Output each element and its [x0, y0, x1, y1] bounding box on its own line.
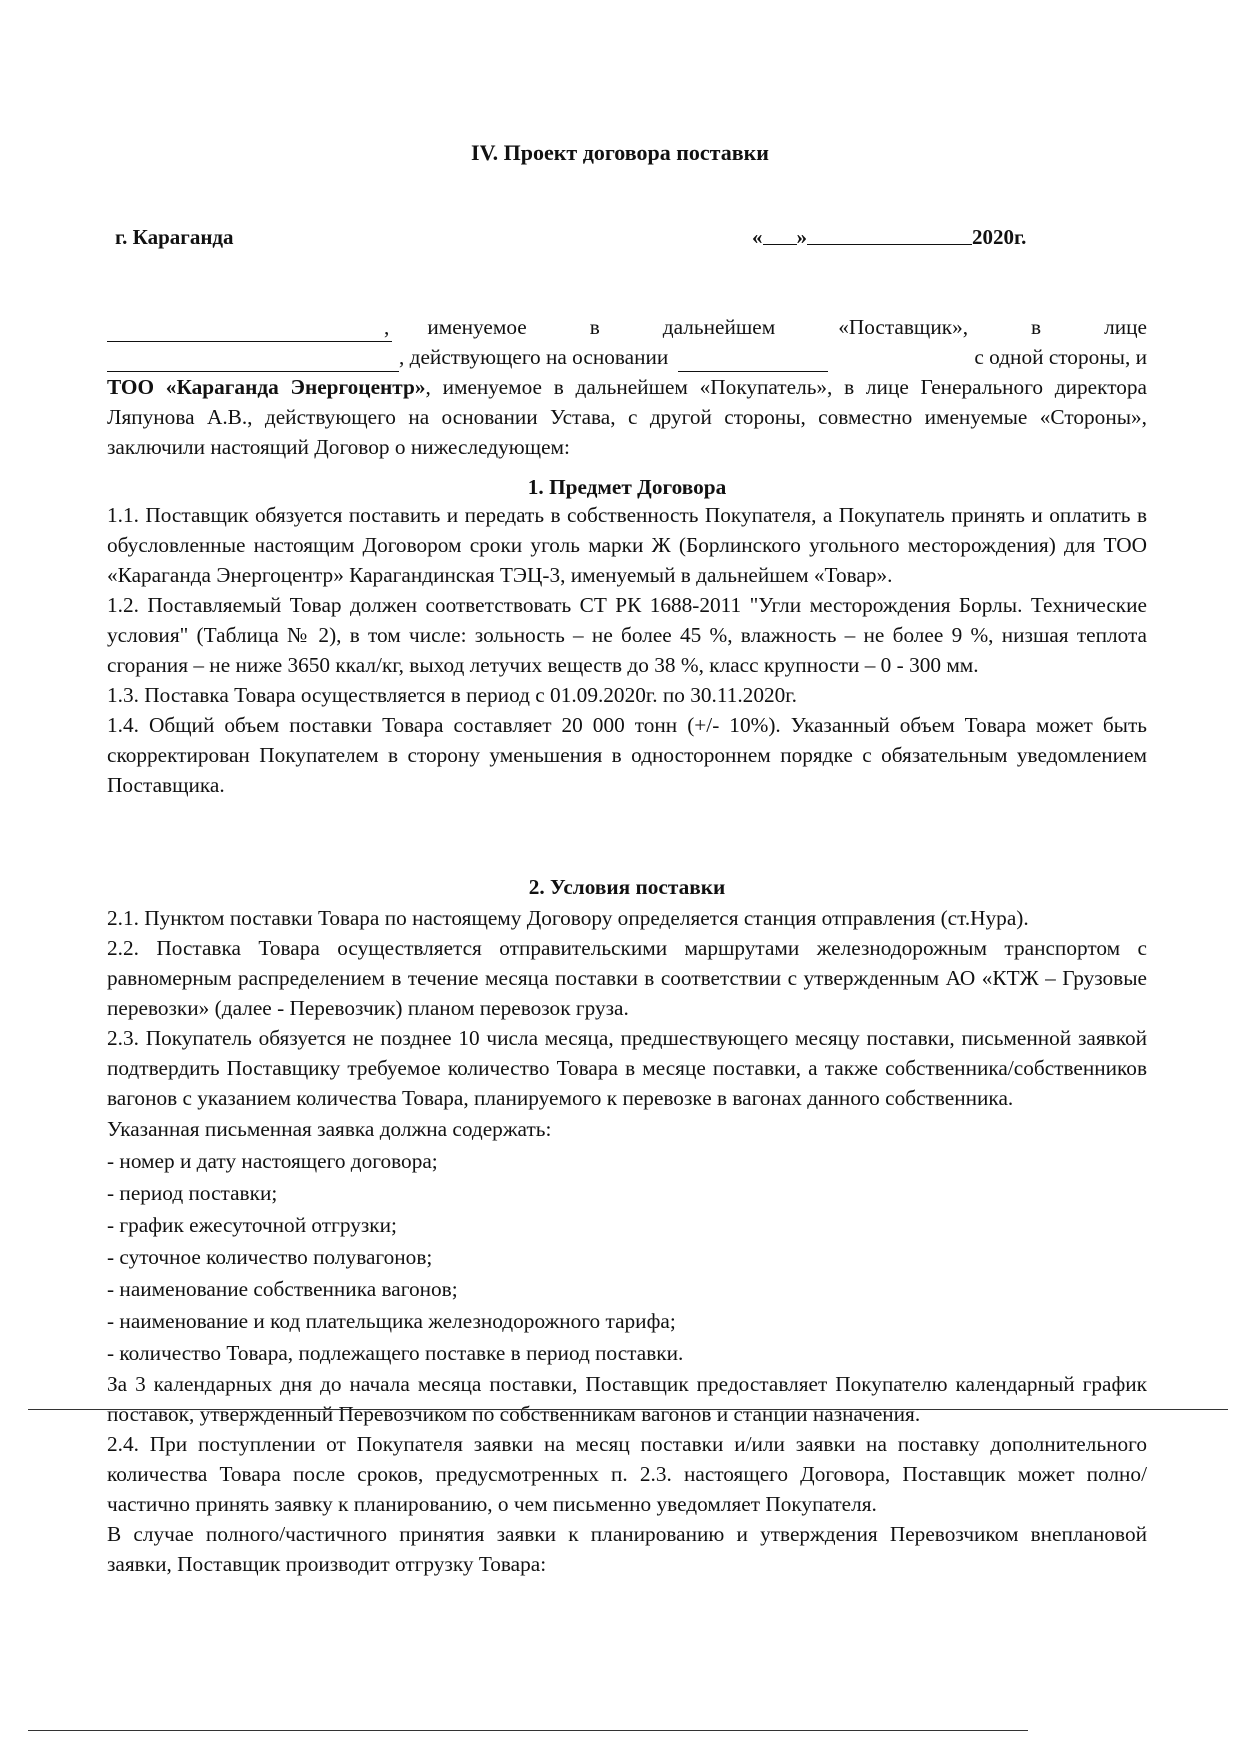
buyer-company-name: ТОО «Караганда Энергоцентр»	[107, 375, 426, 399]
preamble-text-2: , действующего на основании	[399, 345, 669, 369]
preamble-line-2	[107, 342, 1147, 372]
representative-blank	[107, 355, 399, 372]
unplanned-request-paragraph: В случае полного/частичного принятия заявки к планированию и утверждения Перевозчиком внеплановой заявки, Поставщик производит отгрузку Товара:	[107, 1522, 1147, 1576]
section-2-body	[107, 903, 1147, 1579]
schedule-paragraph: За 3 календарных дня до начала месяца поставки, Поставщик предоставляет Покупателю календарный график поставок, утвержденный Перевозчиком по собственникам вагонов и станции назначения.	[107, 1372, 1147, 1426]
contract-date	[752, 225, 1026, 250]
section-2-heading: 2. Условия поставки	[528, 875, 726, 899]
clause-1-2: 1.2. Поставляемый Товар должен соответствовать СТ РК 1688-2011 "Угли месторождения Борлы. Технические условия" (Таблица № 2), в том числе: зольность – не более 45 %, влажность – не более 9 %, низшая теплота сгорания – не ниже 3650 ккал/кг, выход летучих веществ до 38 %, класс крупности – 0 - 300 мм.	[107, 593, 1147, 677]
list-item: - наименование и код плательщика железнодорожного тарифа;	[107, 1309, 676, 1333]
list-item: - номер и дату настоящего договора;	[107, 1149, 438, 1173]
preamble-paragraph	[107, 372, 1147, 462]
scan-line-bottom	[28, 1730, 1028, 1731]
scan-line-top	[28, 1409, 1228, 1410]
clause-2-1: 2.1. Пунктом поставки Товара по настоящему Договору определяется станция отправления (ст.Нура).	[107, 906, 1029, 930]
date-day-blank	[763, 227, 797, 245]
preamble-text-4: , именуемое в дальнейшем «Покупатель», в лице Генерального директора Ляпунова А.В., действующего на основании Устава, с другой стороны, совместно именуемые «Стороны», заключили настоящий Договор о нижеследующем:	[107, 375, 1147, 459]
date-month-blank	[807, 227, 972, 245]
preamble-text-3: с одной стороны, и	[974, 345, 1147, 369]
supplier-name-blank	[107, 325, 392, 342]
date-quote-open: «	[752, 225, 763, 249]
date-quote-close: »	[796, 225, 807, 249]
document-title: IV. Проект договора поставки	[471, 140, 769, 165]
list-item: - период поставки;	[107, 1181, 278, 1205]
clause-2-4: 2.4. При поступлении от Покупателя заявки на месяц поставки и/или заявки на поставку дополнительного количества Товара после сроков, предусмотренных п. 2.3. настоящего Договора, Поставщик может полно/частично принять заявку к планированию, о чем письменно уведомляет Покупателя.	[107, 1432, 1147, 1516]
list-item: - количество Товара, подлежащего поставке в период поставки.	[107, 1341, 684, 1365]
section-1-heading: 1. Предмет Договора	[527, 475, 727, 499]
clause-1-3: 1.3. Поставка Товара осуществляется в период с 01.09.2020г. по 30.11.2020г.	[107, 683, 797, 707]
clause-1-4: 1.4. Общий объем поставки Товара составляет 20 000 тонн (+/- 10%). Указанный объем Товара может быть скорректирован Покупателем в сторону уменьшения в одностороннем порядке с обязательным уведомлением Поставщика.	[107, 713, 1147, 797]
preamble-line-1: , именуемое в дальнейшем «Поставщик», в лице	[107, 312, 1147, 342]
date-year: 2020г.	[972, 225, 1027, 249]
clause-2-3: 2.3. Покупатель обязуется не позднее 10 числа месяца, предшествующего месяцу поставки, письменной заявкой подтвердить Поставщику требуемое количество Товара в месяце поставки, а также собственника/собственников вагонов с указанием количества Товара, планируемого к перевозке в вагонах данного собственника.	[107, 1026, 1147, 1110]
preamble	[107, 312, 1147, 462]
list-intro: Указанная письменная заявка должна содержать:	[107, 1117, 552, 1141]
list-item: - наименование собственника вагонов;	[107, 1277, 458, 1301]
section-1-body	[107, 500, 1147, 800]
list-item: - суточное количество полувагонов;	[107, 1245, 433, 1269]
contract-city: г. Караганда	[115, 225, 234, 249]
list-item: - график ежесуточной отгрузки;	[107, 1213, 397, 1237]
preamble-text-1: именуемое в дальнейшем «Поставщик», в лице	[427, 315, 1147, 339]
clause-1-1: 1.1. Поставщик обязуется поставить и передать в собственность Покупателя, а Покупатель принять и оплатить в обусловленные настоящим Договором сроки уголь марки Ж (Борлинского угольного месторождения) для ТОО «Караганда Энергоцентр» Карагандинская ТЭЦ-3, именуемый в дальнейшем «Товар».	[107, 503, 1147, 587]
basis-blank	[678, 355, 828, 372]
clause-2-2: 2.2. Поставка Товара осуществляется отправительскими маршрутами железнодорожным транспортом с равномерным распределением в течение месяца поставки в соответствии с утвержденным АО «КТЖ – Грузовые перевозки» (далее - Перевозчик) планом перевозок груза.	[107, 936, 1147, 1020]
